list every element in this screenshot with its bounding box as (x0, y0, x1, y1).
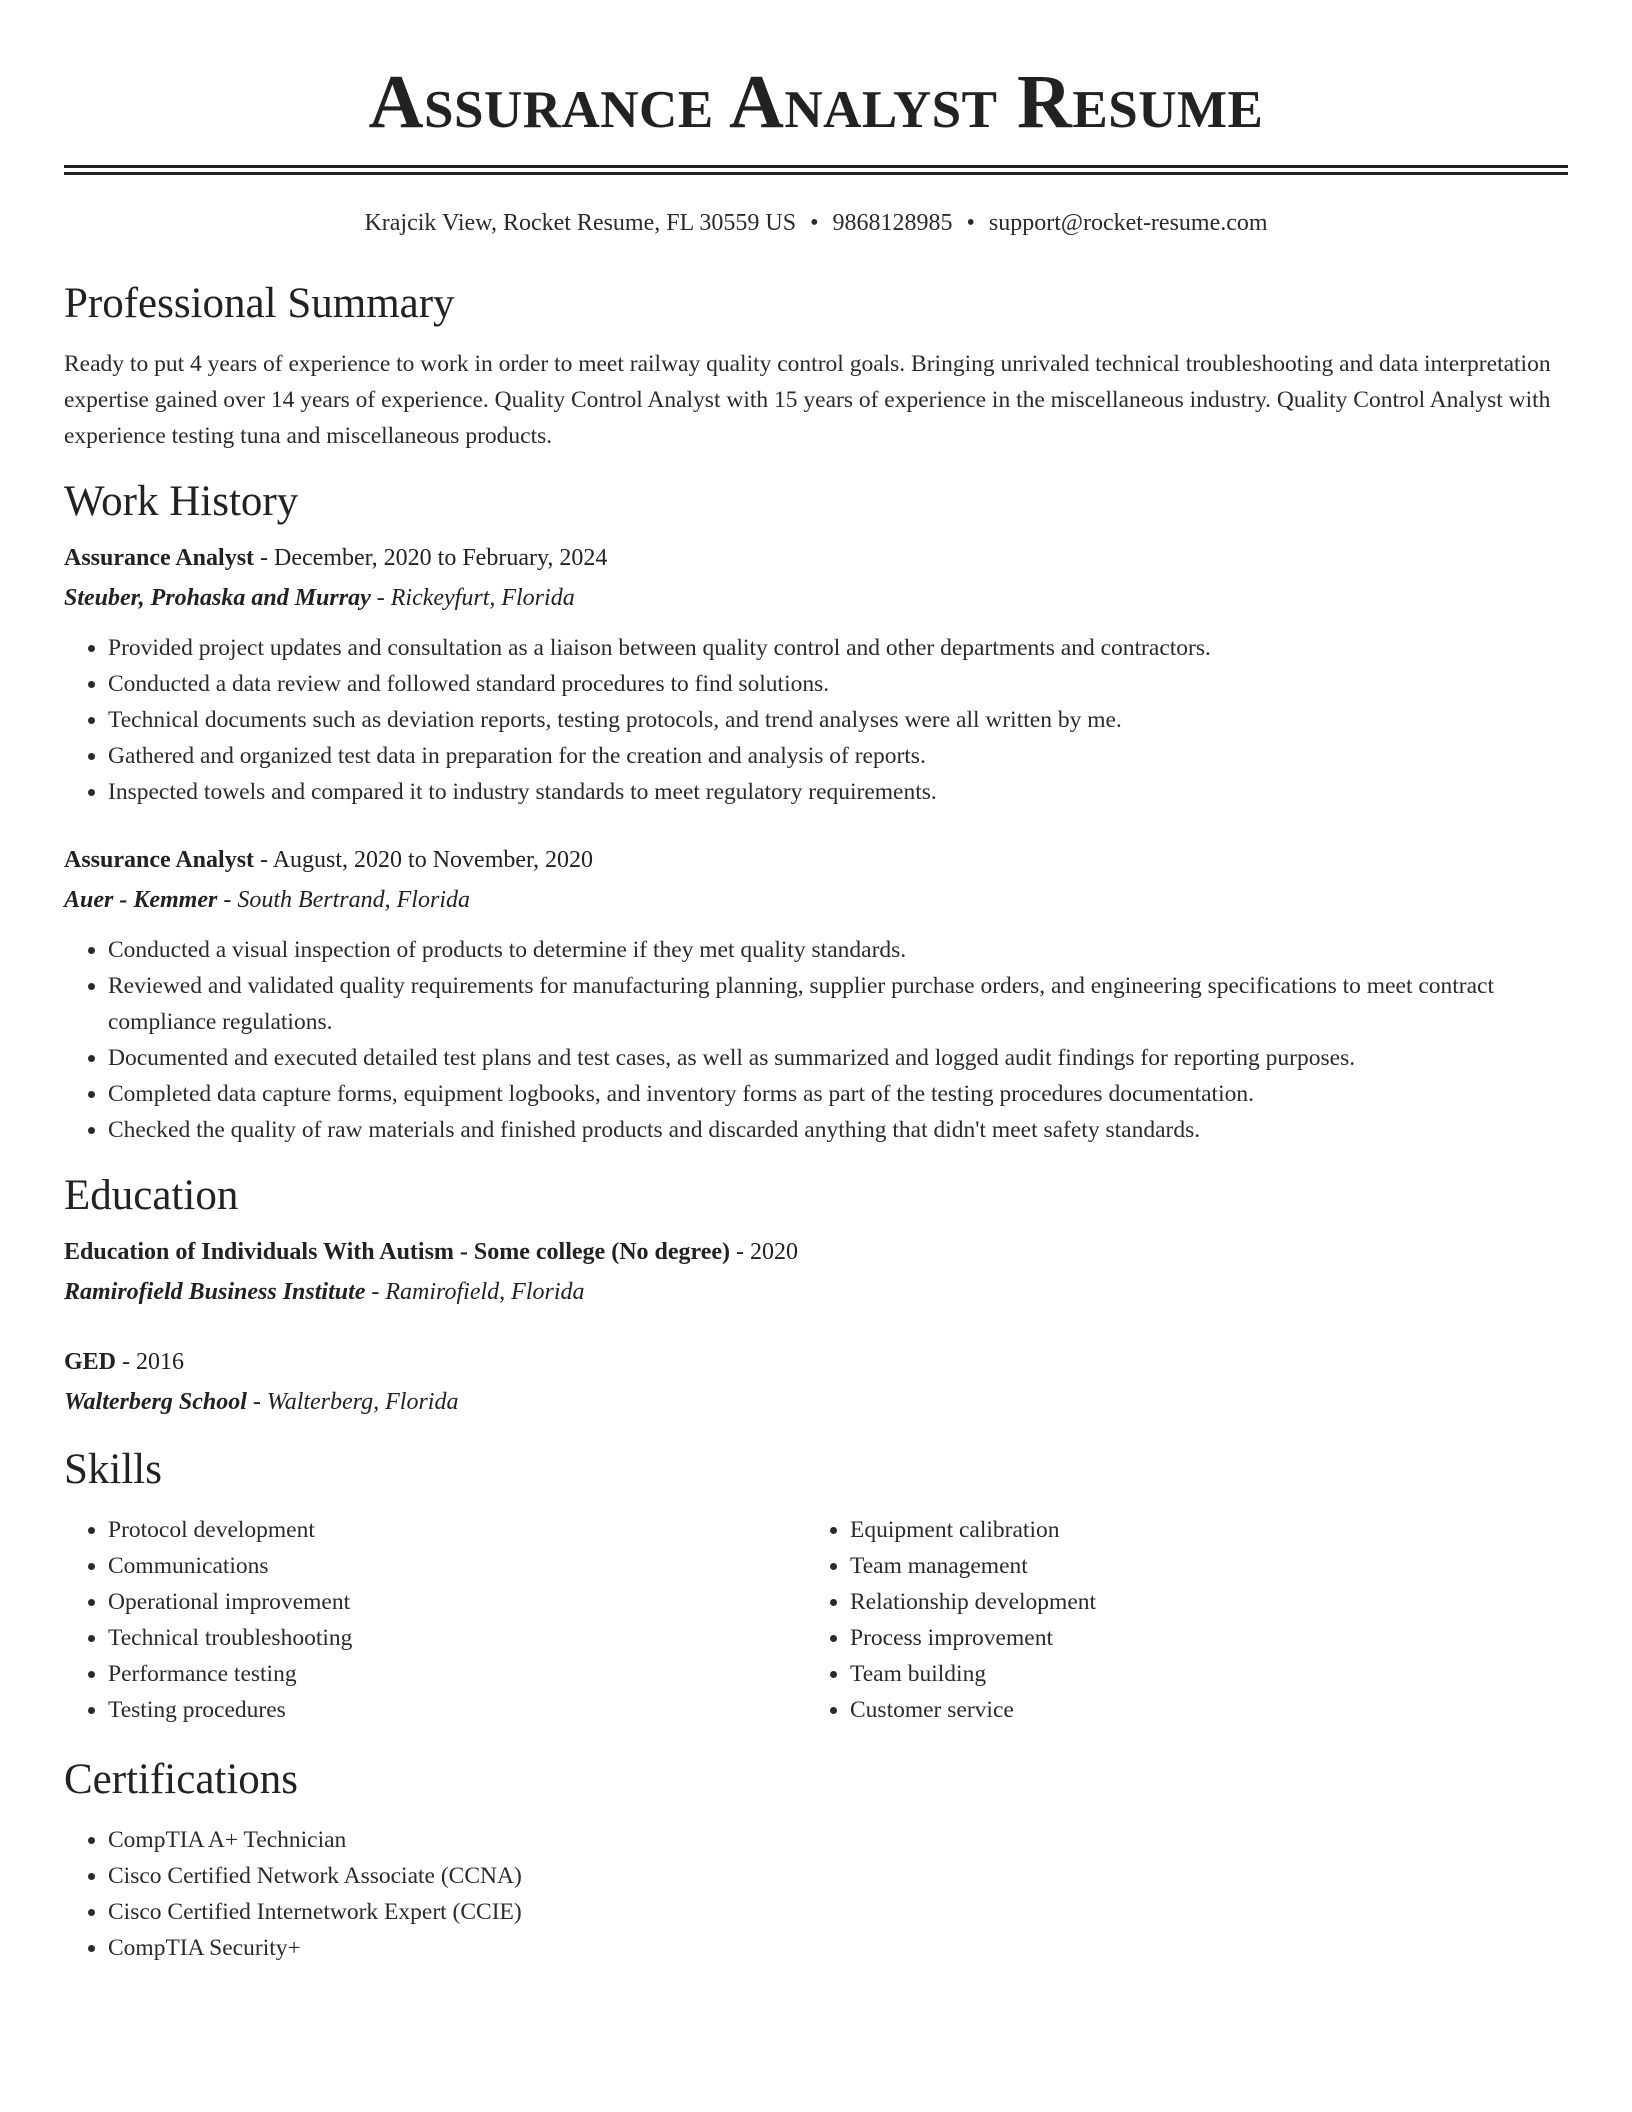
job-duties-list (64, 630, 1568, 810)
degree-line (64, 1232, 1568, 1272)
job-title-line (64, 538, 1568, 578)
skill-item: • Technical troubleshooting (108, 1620, 806, 1656)
school-name: Ramirofield Business Institute (64, 1279, 366, 1305)
skill-item: • Process improvement (850, 1620, 1548, 1656)
contact-email: support@rocket-resume.com (988, 210, 1268, 236)
skill-item: • Operational improvement (108, 1584, 806, 1620)
degree-name: Education of Individuals With Autism - Some college (No degree) (64, 1239, 731, 1265)
skill-item: • Team management (850, 1548, 1548, 1584)
degree-year: - 2016 (116, 1349, 185, 1375)
school-line (64, 1382, 1568, 1422)
list-item: • Documented and executed detailed test plans and test cases, as well as summarized and logged audit findings for reporting purposes. (108, 1040, 1568, 1076)
skill-item: • Relationship development (850, 1584, 1548, 1620)
skill-item: • Performance testing (108, 1656, 806, 1692)
job-entry (64, 538, 1568, 810)
list-item: • Provided project updates and consultation as a liaison between quality control and other departments and contractors. (108, 630, 1568, 666)
skill-item: • Team building (850, 1656, 1548, 1692)
degree-name: GED (64, 1349, 117, 1375)
skill-item: • Equipment calibration (850, 1512, 1548, 1548)
degree-line (64, 1342, 1568, 1382)
job-dates: - August, 2020 to November, 2020 (254, 847, 594, 873)
list-item: • Inspected towels and compared it to industry standards to meet regulatory requirements. (108, 774, 1568, 810)
contact-separator: • (966, 210, 975, 236)
degree-year: - 2020 (730, 1239, 799, 1265)
certifications-heading: Certifications (64, 1756, 299, 1803)
contact-address: Krajcik View, Rocket Resume, FL 30559 US (364, 210, 797, 236)
summary-heading: Professional Summary (64, 280, 455, 327)
contact-line (64, 208, 1568, 238)
company-line (64, 880, 1568, 920)
school-location: - Ramirofield, Florida (365, 1279, 585, 1305)
list-item: • Completed data capture forms, equipment logbooks, and inventory forms as part of the testing procedures documentation. (108, 1076, 1568, 1112)
education-entry (64, 1232, 1568, 1312)
contact-phone: 9868128985 (832, 210, 953, 236)
job-dates: - December, 2020 to February, 2024 (254, 545, 608, 571)
skill-item: • Communications (108, 1548, 806, 1584)
company-name: Auer - Kemmer (64, 887, 218, 913)
education-heading: Education (64, 1172, 239, 1219)
school-line (64, 1272, 1568, 1312)
resume-title: Assurance Analyst Resume (368, 60, 1264, 144)
list-item: • Checked the quality of raw materials and finished products and discarded anything that didn't meet safety standards. (108, 1112, 1568, 1148)
skill-item: • Protocol development (108, 1512, 806, 1548)
job-entry (64, 840, 1568, 1148)
school-location: - Walterberg, Florida (246, 1389, 459, 1415)
education-entry (64, 1342, 1568, 1422)
work-history-heading: Work History (64, 478, 299, 525)
list-item: • Conducted a data review and followed standard procedures to find solutions. (108, 666, 1568, 702)
list-item: • Reviewed and validated quality requirements for manufacturing planning, supplier purchase orders, and engineering specifications to meet contract compliance regulations. (108, 968, 1568, 1040)
job-title-line (64, 840, 1568, 880)
skills-list-right (806, 1512, 1548, 1728)
company-line (64, 578, 1568, 618)
job-duties-list (64, 932, 1568, 1148)
certification-item: • CompTIA Security+ (108, 1930, 1568, 1966)
list-item: • Conducted a visual inspection of products to determine if they met quality standards. (108, 932, 1568, 968)
certification-item: • Cisco Certified Network Associate (CCNA) (108, 1858, 1568, 1894)
skills-list-left (64, 1512, 806, 1728)
company-location: - South Bertrand, Florida (217, 887, 470, 913)
summary-text: Ready to put 4 years of experience to work in order to meet railway quality control goals. Bringing unrivaled technical troubleshooting and data interpretation expertise gained over 14 years of experience. Quality Control Analyst with 15 years of experience in the miscellaneous industry. Quality Control Analyst with experience testing tuna and miscellaneous products. (64, 351, 1551, 449)
certification-item: • CompTIA A+ Technician (108, 1822, 1568, 1858)
job-title: Assurance Analyst (64, 847, 255, 873)
job-title: Assurance Analyst (64, 545, 255, 571)
skill-item: • Testing procedures (108, 1692, 806, 1728)
contact-separator: • (810, 210, 819, 236)
certification-item: • Cisco Certified Internetwork Expert (CCIE) (108, 1894, 1568, 1930)
title-divider (64, 165, 1568, 175)
list-item: • Gathered and organized test data in preparation for the creation and analysis of reports. (108, 738, 1568, 774)
school-name: Walterberg School (64, 1389, 247, 1415)
skill-item: • Customer service (850, 1692, 1548, 1728)
certifications-list (64, 1822, 1568, 1966)
skills-grid (64, 1512, 1568, 1728)
skills-heading: Skills (64, 1446, 162, 1493)
company-name: Steuber, Prohaska and Murray (64, 585, 371, 611)
list-item: • Technical documents such as deviation reports, testing protocols, and trend analyses were all written by me. (108, 702, 1568, 738)
company-location: - Rickeyfurt, Florida (370, 585, 575, 611)
